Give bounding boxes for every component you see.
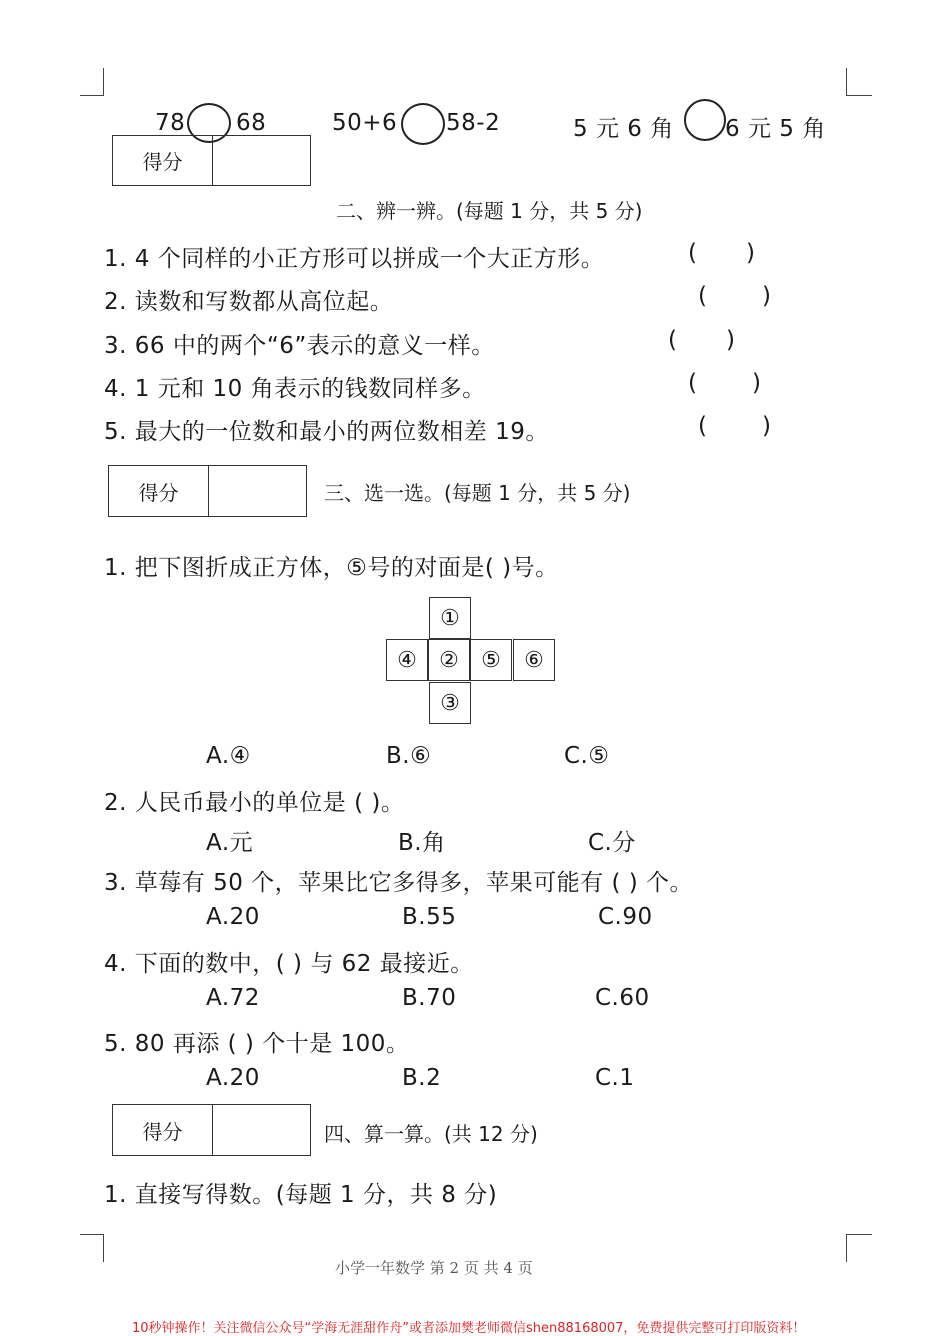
compare-3-right: 6 元 5 角 xyxy=(725,116,826,142)
judge-3-answer[interactable] xyxy=(682,327,722,355)
q3-option-c[interactable]: C.90 xyxy=(598,904,653,930)
score-label: 得分 xyxy=(113,136,213,185)
compare-3-circle[interactable] xyxy=(684,99,726,141)
score-label: 得分 xyxy=(113,1105,213,1155)
compare-3-left: 5 元 6 角 xyxy=(573,116,674,142)
choice-question-5: 5. 80 再添 ( ) 个十是 100。 xyxy=(104,1031,410,1057)
score-box-2 xyxy=(112,135,311,186)
q2-option-c[interactable]: C.分 xyxy=(588,830,636,856)
crop-mark-bottom-right-v xyxy=(846,1234,847,1262)
q4-option-c[interactable]: C.60 xyxy=(595,985,650,1011)
section2-title: 二、辨一辨。(每题 1 分，共 5 分) xyxy=(336,199,643,223)
net-cell-bottom: ③ xyxy=(429,682,471,724)
q1-option-a[interactable]: A.④ xyxy=(206,743,251,769)
judge-4-answer[interactable] xyxy=(702,370,746,398)
q3-option-b[interactable]: B.55 xyxy=(402,904,457,930)
net-cell-top: ① xyxy=(429,597,471,639)
q5-option-b[interactable]: B.2 xyxy=(402,1065,442,1091)
crop-mark-top-right xyxy=(846,95,872,96)
choice-question-2: 2. 人民币最小的单位是 ( )。 xyxy=(104,790,405,816)
judge-3-close: ) xyxy=(726,327,735,353)
section4-title: 四、算一算。(共 12 分) xyxy=(324,1122,538,1146)
judge-item-2: 2. 读数和写数都从高位起。 xyxy=(104,289,394,315)
crop-mark-top-right-v xyxy=(846,68,847,96)
page-footer: 小学一年数学 第 2 页 共 4 页 xyxy=(335,1259,533,1277)
judge-5-close: ) xyxy=(762,413,771,439)
compare-1-right: 68 xyxy=(236,110,267,136)
score-field[interactable] xyxy=(209,466,306,516)
score-label: 得分 xyxy=(109,466,209,516)
judge-item-5: 5. 最大的一位数和最小的两位数相差 19。 xyxy=(104,419,549,445)
judge-5-answer[interactable] xyxy=(712,413,756,441)
judge-5-open: ( xyxy=(698,413,707,439)
judge-item-4: 4. 1 元和 10 角表示的钱数同样多。 xyxy=(104,376,486,402)
net-cell-right2: ⑥ xyxy=(513,639,555,681)
q1-option-c[interactable]: C.⑤ xyxy=(564,743,610,769)
section4-sub1: 1. 直接写得数。(每题 1 分，共 8 分) xyxy=(104,1182,498,1208)
net-cell-left: ④ xyxy=(386,639,428,681)
score-field[interactable] xyxy=(213,1105,310,1155)
judge-1-open: ( xyxy=(688,240,697,266)
compare-2-left: 50+6 xyxy=(332,110,398,136)
q5-option-c[interactable]: C.1 xyxy=(595,1065,635,1091)
crop-mark-bottom-right xyxy=(846,1234,872,1235)
q1-option-b[interactable]: B.⑥ xyxy=(386,743,432,769)
crop-mark-bottom-left xyxy=(80,1234,104,1235)
score-box-4 xyxy=(112,1104,311,1156)
choice-question-1: 1. 把下图折成正方体，⑤号的对面是( )号。 xyxy=(104,555,559,581)
compare-2-right: 58-2 xyxy=(446,110,501,136)
choice-question-4: 4. 下面的数中，( ) 与 62 最接近。 xyxy=(104,951,474,977)
judge-1-answer[interactable] xyxy=(702,240,742,268)
judge-item-1: 1. 4 个同样的小正方形可以拼成一个大正方形。 xyxy=(104,246,605,272)
judge-2-close: ) xyxy=(762,283,771,309)
net-cell-right1: ⑤ xyxy=(470,639,512,681)
q2-option-a[interactable]: A.元 xyxy=(206,830,254,856)
q3-option-a[interactable]: A.20 xyxy=(206,904,260,930)
judge-item-3: 3. 66 中的两个“6”表示的意义一样。 xyxy=(104,333,495,359)
crop-mark-top-left-v xyxy=(103,68,104,96)
score-box-3 xyxy=(108,465,307,517)
section3-title: 三、选一选。(每题 1 分，共 5 分) xyxy=(324,481,631,505)
judge-2-open: ( xyxy=(698,283,707,309)
q2-option-b[interactable]: B.角 xyxy=(398,830,446,856)
judge-4-open: ( xyxy=(688,370,697,396)
judge-1-close: ) xyxy=(746,240,755,266)
q4-option-a[interactable]: A.72 xyxy=(206,985,260,1011)
judge-3-open: ( xyxy=(668,327,677,353)
judge-2-answer[interactable] xyxy=(712,283,756,311)
q5-option-a[interactable]: A.20 xyxy=(206,1065,260,1091)
promo-banner: 10秒钟操作！关注微信公众号“学海无涯甜作舟”或者添加樊老师微信shen88168007，免费提供完整可打印版资料！ xyxy=(132,1321,806,1336)
crop-mark-bottom-left-v xyxy=(103,1234,104,1262)
crop-mark-top-left xyxy=(80,95,104,96)
score-field[interactable] xyxy=(213,136,310,185)
compare-1-left: 78 xyxy=(155,110,186,136)
net-cell-center: ② xyxy=(428,639,470,681)
judge-4-close: ) xyxy=(752,370,761,396)
q4-option-b[interactable]: B.70 xyxy=(402,985,457,1011)
compare-2-circle[interactable] xyxy=(401,103,445,145)
choice-question-3: 3. 草莓有 50 个，苹果比它多得多，苹果可能有 ( ) 个。 xyxy=(104,870,694,896)
